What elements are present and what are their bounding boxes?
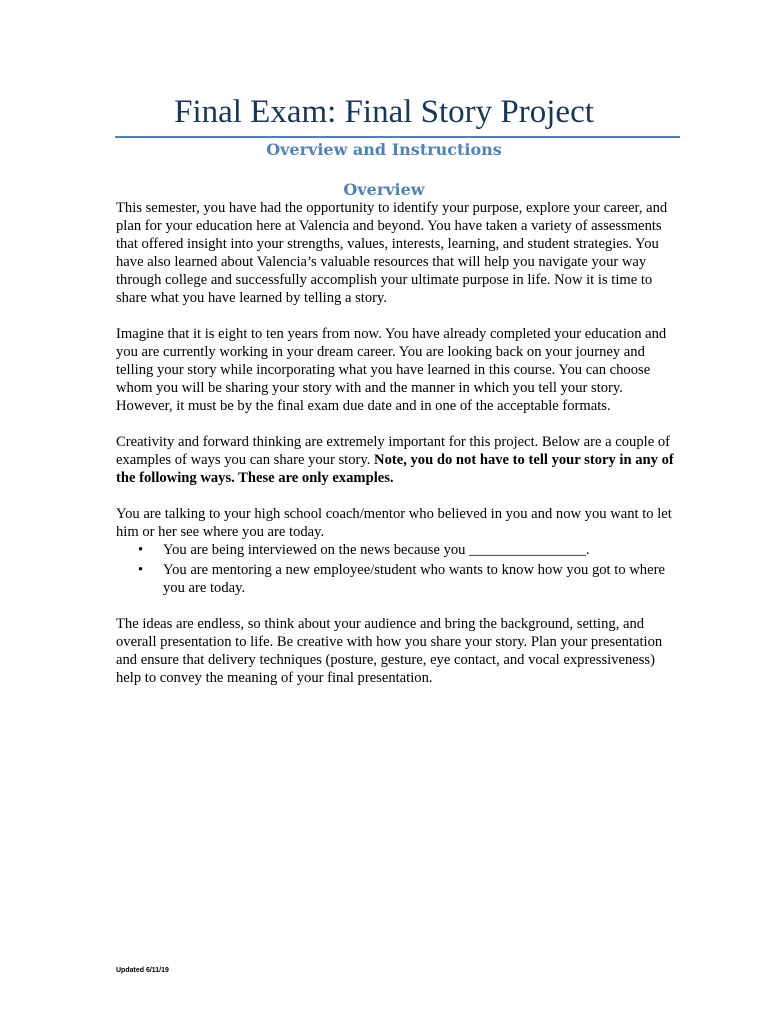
section-heading-overview: Overview [343, 180, 425, 199]
list-item-text: You are being interviewed on the news because you ________________. [163, 542, 590, 558]
list-item-text: You are mentoring a new employee/student who wants to know how you got to where you are today. [163, 562, 665, 596]
paragraph-semester: This semester, you have had the opportunity to identify your purpose, explore your career, and plan for your education here at Valencia and beyond. You have taken a variety of assessments that offered insight into your strengths, values, interests, learning, and student strategies. You have also learned about Valencia’s valuable resources that will help you navigate your way through college and successfully accomplish your ultimate purpose in life. Now it is time to share what you have learned by telling a story. [116, 200, 668, 306]
footer-updated-date: Updated 6/11/19 [116, 967, 169, 974]
list-item [138, 561, 676, 597]
page-title: Final Exam: Final Story Project [174, 94, 594, 130]
bullet-icon: • [138, 562, 144, 578]
example-list [116, 541, 676, 597]
paragraph-creativity-intro: Creativity and forward thinking are extremely important for this project. Below are a couple of examples of ways you can share your story. [116, 434, 670, 468]
paragraph-creativity-note: Note, you do not have to tell your story in any of the following ways. These are only examples. [116, 452, 674, 486]
document-body [116, 199, 676, 705]
bullet-icon: • [138, 542, 144, 558]
list-item [138, 541, 676, 559]
paragraph-imagine: Imagine that it is eight to ten years from now. You have already completed your education and you are currently working in your dream career. You are looking back on your journey and telling your story while incorporating what you have learned in this course. You can choose whom you will be sharing your story with and the manner in which you tell your story. However, it must be by the final exam due date and in one of the acceptable formats. [116, 326, 667, 414]
paragraph-coach: You are talking to your high school coach/mentor who believed in you and now you want to let him or her see where you are today. [116, 506, 672, 540]
page-subtitle: Overview and Instructions [266, 140, 502, 159]
paragraph-creativity [116, 433, 676, 487]
paragraph-ideas: The ideas are endless, so think about your audience and bring the background, setting, and overall presentation to life. Be creative with how you share your story. Plan your presentation and ensure that delivery techniques (posture, gesture, eye contact, and vocal expressiveness) help to convey the meaning of your final presentation. [116, 616, 663, 686]
title-divider [115, 136, 680, 138]
